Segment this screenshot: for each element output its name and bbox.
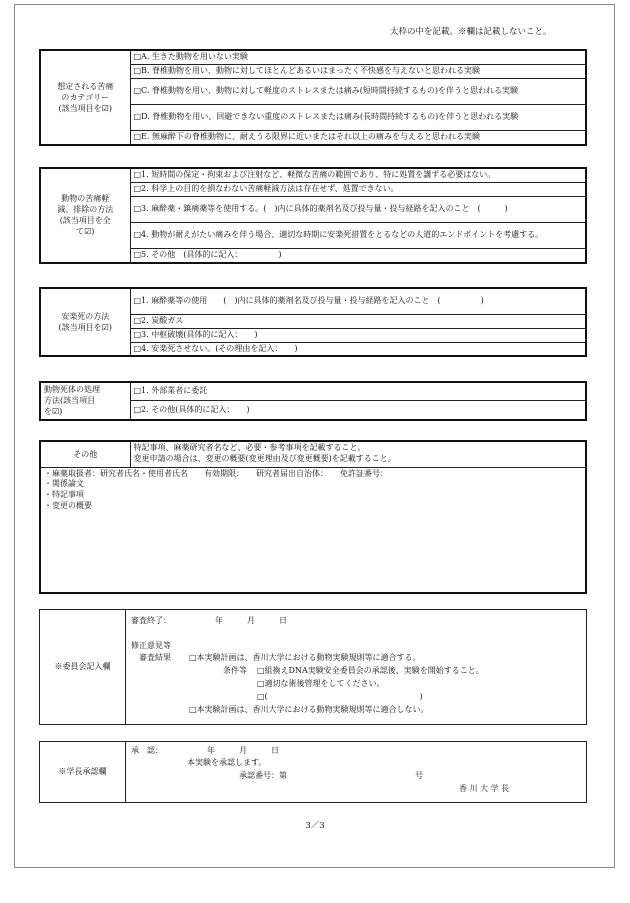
pain-relief-option-5[interactable]: □5. その他 (具体的に記入： ) bbox=[130, 248, 586, 262]
pain-relief-option-3[interactable]: □3. 麻酔薬・鎮痛薬等を使用する。( )内に具体的薬剤名及び投与量・投与経路を記入のこと ( ) bbox=[130, 196, 586, 222]
carcass-table bbox=[39, 381, 587, 421]
pain-relief-table bbox=[39, 167, 587, 264]
committee-result-approve[interactable]: □本実験計画は、香川大学における動物実験規則等に適合する。 bbox=[189, 653, 421, 662]
pain-relief-label: 動物の苦痛軽 減、排除の方法 (該当項目を全 て☑) bbox=[40, 168, 130, 263]
pain-category-option-a[interactable]: □A. 生きた動物を用いない実験 bbox=[130, 50, 586, 64]
committee-result-label: 審査結果 bbox=[139, 653, 171, 662]
page-number: 3／3 bbox=[305, 821, 325, 831]
president-field bbox=[126, 742, 587, 803]
pain-category-option-d[interactable]: □D. 脊椎動物を用い、回避できない重度のストレスまたは痛み(長時間持続するもの)を伴うと思われる実験 bbox=[130, 104, 586, 130]
committee-condition-2[interactable]: □適切な術後管理をしてください。 bbox=[257, 679, 385, 688]
other-item-narcotics: ・麻薬取扱者：研究者氏名・使用者氏名 有効期限： 研究者届出自治体： 免許証番号： bbox=[44, 468, 388, 478]
euthanasia-option-3[interactable]: □3. 中枢破壊(具体的に記入： ) bbox=[130, 328, 586, 342]
committee-label: ※委員会記入欄 bbox=[40, 610, 126, 725]
committee-condition-3[interactable]: □( ) bbox=[257, 692, 423, 701]
header-note: 太枠の中を記載。※欄は記載しないこと。 bbox=[390, 27, 552, 37]
committee-condition-1[interactable]: □組換えDNA実験安全委員会の承認後、実験を開始すること。 bbox=[257, 666, 484, 675]
pain-category-label: 想定される苦痛 のカテゴリー (該当項目を☑) bbox=[40, 50, 130, 145]
president-signature: 香 川 大 学 長 bbox=[459, 784, 510, 793]
president-table bbox=[39, 741, 587, 803]
committee-result-reject[interactable]: □本実験計画は、香川大学における動物実験規則等に適合しない。 bbox=[189, 705, 429, 714]
committee-opinion: 修正意見等 bbox=[131, 641, 171, 650]
carcass-option-2[interactable]: □2. その他(具体的に記入： ) bbox=[130, 401, 586, 420]
president-approval-date: 承 認： 年 月 日 bbox=[131, 746, 279, 755]
carcass-label: 動物死体の処理 方法(該当項目 を☑) bbox=[40, 382, 130, 420]
committee-review-end: 審査終了： 年 月 日 bbox=[131, 616, 287, 625]
committee-conditions-label: 条件等 bbox=[223, 666, 247, 675]
carcass-option-1[interactable]: □1. 外部業者に委託 bbox=[130, 382, 586, 401]
other-item-changes: ・変更の概要 bbox=[44, 500, 92, 510]
pain-relief-option-2[interactable]: □2. 科学上の目的を損なわない苦痛軽減方法は存在せず、処置できない。 bbox=[130, 182, 586, 196]
other-freeform-field[interactable] bbox=[40, 467, 586, 593]
president-approve-text: 本実験を承認します。 bbox=[187, 758, 267, 767]
other-label: その他 bbox=[40, 441, 130, 467]
president-approval-number: 承認番号：第 号 bbox=[239, 771, 423, 780]
other-notes: 特記事項、麻薬研究者名など、必要・参考事項を記載すること。 変更申請の場合は、変更の概要(変更理由及び変更概要)を記載すること。 bbox=[130, 441, 586, 467]
other-item-notes: ・特記事項 bbox=[44, 490, 84, 500]
pain-category-table bbox=[39, 49, 587, 146]
euthanasia-table bbox=[39, 287, 587, 357]
other-item-papers: ・関係論文 bbox=[44, 479, 84, 489]
pain-relief-option-1[interactable]: □1. 短時間の保定・拘束および注射など、軽微な苦痛の範囲であり、特に処置を講ずる必要はない。 bbox=[130, 168, 586, 182]
pain-category-option-b[interactable]: □B. 脊椎動物を用い、動物に対してほとんどあるいはまったく不快感を与えないと思われる実験 bbox=[130, 64, 586, 78]
euthanasia-option-2[interactable]: □2. 炭酸ガス bbox=[130, 314, 586, 328]
pain-relief-option-4[interactable]: □4. 動物が耐えがたい痛みを伴う場合、適切な時期に安楽死措置をとるなどの人道的エンドポイントを考慮する。 bbox=[130, 222, 586, 248]
euthanasia-option-1[interactable]: □1. 麻酔薬等の使用 ( )内に具体的薬剤名及び投与量・投与経路を記入のこと ( ) bbox=[130, 288, 586, 314]
euthanasia-label: 安楽死の方法 (該当項目を☑) bbox=[40, 288, 130, 356]
pain-category-option-c[interactable]: □C. 脊椎動物を用い、動物に対して軽度のストレスまたは痛み(短時間持続するもの)を伴うと思われる実験 bbox=[130, 78, 586, 104]
committee-field bbox=[126, 610, 587, 725]
euthanasia-option-4[interactable]: □4. 安楽死させない。(その理由を記入： ) bbox=[130, 342, 586, 356]
other-table bbox=[39, 440, 587, 594]
committee-table bbox=[39, 609, 587, 725]
president-label: ※学長承認欄 bbox=[40, 742, 126, 803]
pain-category-option-e[interactable]: □E. 無麻酔下の脊椎動物に、耐えうる限界に近いまたはそれ以上の痛みを与えると思われる実験 bbox=[130, 130, 586, 144]
